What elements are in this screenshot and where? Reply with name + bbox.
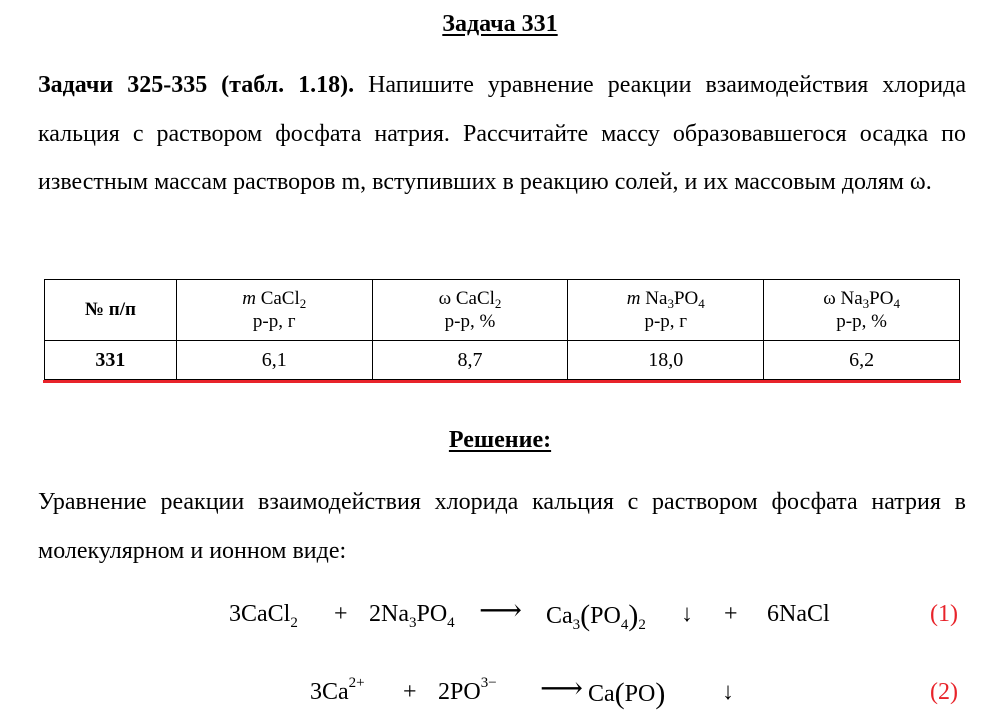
eq1-reactant-1: 3CaCl$_2$ xyxy=(229,601,298,631)
solution-intro: Уравнение реакции взаимодействия хлорида кальция с раствором фосфата натрия в молекулярном и ионном виде: xyxy=(38,489,966,564)
eq2-reactant-2: $2PO^{3-}$ xyxy=(438,675,497,705)
problem-reference: Задачи 325-335 (табл. 1.18). xyxy=(38,72,355,98)
data-table xyxy=(44,279,960,380)
eq2-product: Ca(PO) xyxy=(588,677,666,710)
eq1-arrow: ⟶ xyxy=(479,594,523,627)
equation-number-1: (1) xyxy=(930,601,958,627)
header-number: № п/п xyxy=(45,280,177,341)
eq1-product-2: 6NaCl xyxy=(767,601,830,627)
table-row xyxy=(45,341,960,380)
cell-m-cacl2: 6,1 xyxy=(176,341,372,380)
equation-number-2: (2) xyxy=(930,679,958,705)
eq1-precipitate-arrow: ↓ xyxy=(681,601,693,627)
eq2-plus: + xyxy=(403,679,417,705)
header-w-na3po4: ω $Na_3PO_4$ р-р, % xyxy=(764,280,960,341)
table-underline xyxy=(43,380,961,383)
problem-statement xyxy=(38,61,966,207)
header-m-na3po4: m $Na_3PO_4$ р-р, г xyxy=(568,280,764,341)
eq1-product-1: $Ca_3(PO_4)_2$ xyxy=(546,599,646,633)
eq2-precipitate-arrow: ↓ xyxy=(722,679,734,705)
solution-title: Решение: xyxy=(448,427,552,453)
header-m-cacl2: m CaCl$_2$ р-р, г xyxy=(176,280,372,341)
table-header-row xyxy=(45,280,960,341)
problem-text: Напишите уравнение реакции взаимодействия хлорида кальция с раствором фосфата натрия. Рассчитайте массу образовавшегося осадка по известным массам растворов m, вступивших в реакцию солей, и их массовым долям ω. xyxy=(38,72,966,195)
cell-w-na3po4: 6,2 xyxy=(764,341,960,380)
cell-m-na3po4: 18,0 xyxy=(568,341,764,380)
cell-number: 331 xyxy=(45,341,177,380)
page-title: Задача 331 xyxy=(442,11,558,37)
eq2-arrow: ⟶ xyxy=(540,672,584,705)
eq1-plus-2: + xyxy=(724,601,738,627)
eq1-reactant-2: $2Na_3PO_4$ xyxy=(369,601,455,631)
cell-w-cacl2: 8,7 xyxy=(372,341,568,380)
header-w-cacl2: ω CaCl$_2$ р-р, % xyxy=(372,280,568,341)
eq2-reactant-1: $3Ca^{2+}$ xyxy=(310,675,365,705)
eq1-plus: + xyxy=(334,601,348,627)
